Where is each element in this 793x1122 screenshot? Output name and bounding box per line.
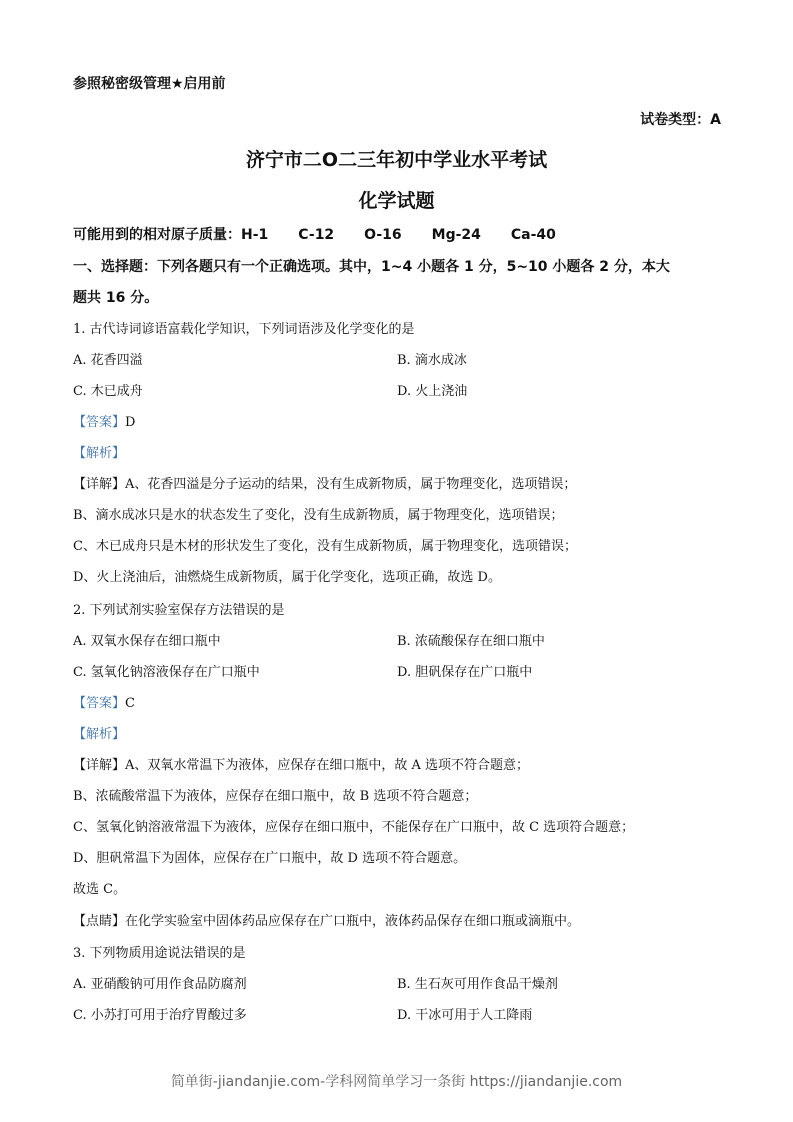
question-2-option-d: D. 胆矾保存在广口瓶中 bbox=[397, 665, 533, 680]
question-1-detail-line: 【详解】A、花香四溢是分子运动的结果，没有生成新物质，属于物理变化，选项错误； bbox=[73, 477, 577, 492]
question-1-detail-line: D、火上浇油后，油燃烧生成新物质，属于化学变化，选项正确，故选 D。 bbox=[73, 570, 501, 585]
question-2-detail-line: B、浓硫酸常温下为液体，应保存在细口瓶中，故 B 选项不符合题意； bbox=[73, 789, 478, 804]
atomic-masses-label: 可能用到的相对原子质量： bbox=[73, 227, 241, 243]
question-1-option-b: B. 滴水成冰 bbox=[397, 353, 467, 368]
question-3-option-c: C. 小苏打可用于治疗胃酸过多 bbox=[73, 1008, 247, 1023]
question-2-detail-line: C、氢氧化钠溶液常温下为液体，应保存在细口瓶中，不能保存在广口瓶中，故 C 选项符合题意； bbox=[73, 820, 635, 835]
answer-value: D bbox=[125, 415, 136, 430]
question-2-detail-line: D、胆矾常温下为固体，应保存在广口瓶中，故 D 选项不符合题意。 bbox=[73, 851, 467, 866]
question-1-answer bbox=[73, 411, 135, 430]
section-heading-line1: 一、选择题：下列各题只有一个正确选项。其中，1~4 小题各 1 分，5~10 小题各 2 分，本大 bbox=[73, 259, 670, 275]
question-1-detail-line: C、木已成舟只是木材的形状发生了变化，没有生成新物质，属于物理变化，选项错误； bbox=[73, 539, 577, 554]
question-2-option-a: A. 双氧水保存在细口瓶中 bbox=[73, 634, 221, 649]
question-3-option-b: B. 生石灰可用作食品干燥剂 bbox=[397, 977, 558, 992]
paper-type-label: 试卷类型：A bbox=[640, 112, 721, 128]
question-1-stem: 1. 古代诗词谚语富载化学知识，下列词语涉及化学变化的是 bbox=[73, 322, 415, 337]
atomic-mass-item: C-12 bbox=[298, 227, 335, 243]
question-2-detail-line: 【详解】A、双氧水常温下为液体，应保存在细口瓶中，故 A 选项不符合题意； bbox=[73, 758, 530, 773]
footer-watermark: 简单街-jiandanjie.com-学科网简单学习一条街 https://jiandanjie.com bbox=[170, 1074, 623, 1090]
question-3-option-d: D. 干冰可用于人工降雨 bbox=[397, 1008, 533, 1023]
atomic-mass-item: Ca-40 bbox=[510, 227, 556, 243]
question-2-analysis-tag: 【解析】 bbox=[73, 727, 126, 742]
answer-value: C bbox=[125, 696, 135, 711]
atomic-masses bbox=[73, 224, 586, 244]
answer-tag: 【答案】 bbox=[73, 696, 126, 711]
question-1-analysis-tag: 【解析】 bbox=[73, 446, 126, 461]
atomic-mass-item: H-1 bbox=[241, 227, 269, 243]
question-1-option-d: D. 火上浇油 bbox=[397, 384, 468, 399]
question-1-option-a: A. 花香四溢 bbox=[73, 353, 143, 368]
confidential-label: 参照秘密级管理★启用前 bbox=[73, 76, 226, 92]
question-2-tip: 【点睛】在化学实验室中固体药品应保存在广口瓶中，液体药品保存在细口瓶或滴瓶中。 bbox=[73, 914, 581, 929]
question-2-option-c: C. 氢氧化钠溶液保存在广口瓶中 bbox=[73, 665, 260, 680]
question-2-stem: 2. 下列试剂实验室保存方法错误的是 bbox=[73, 603, 285, 618]
exam-subtitle: 化学试题 bbox=[358, 190, 435, 212]
answer-tag: 【答案】 bbox=[73, 415, 126, 430]
question-2-conclusion: 故选 C。 bbox=[73, 882, 127, 897]
question-2-answer bbox=[73, 692, 135, 711]
section-heading-line2: 题共 16 分。 bbox=[73, 290, 159, 306]
exam-title: 济宁市二O二三年初中学业水平考试 bbox=[245, 149, 548, 171]
question-1-option-c: C. 木已成舟 bbox=[73, 384, 143, 399]
question-1-detail-line: B、滴水成冰只是水的状态发生了变化，没有生成新物质，属于物理变化，选项错误； bbox=[73, 508, 564, 523]
question-3-stem: 3. 下列物质用途说法错误的是 bbox=[73, 946, 246, 961]
question-3-option-a: A. 亚硝酸钠可用作食品防腐剂 bbox=[73, 977, 247, 992]
atomic-mass-item: O-16 bbox=[364, 227, 402, 243]
atomic-mass-item: Mg-24 bbox=[431, 227, 481, 243]
question-2-option-b: B. 浓硫酸保存在细口瓶中 bbox=[397, 634, 545, 649]
